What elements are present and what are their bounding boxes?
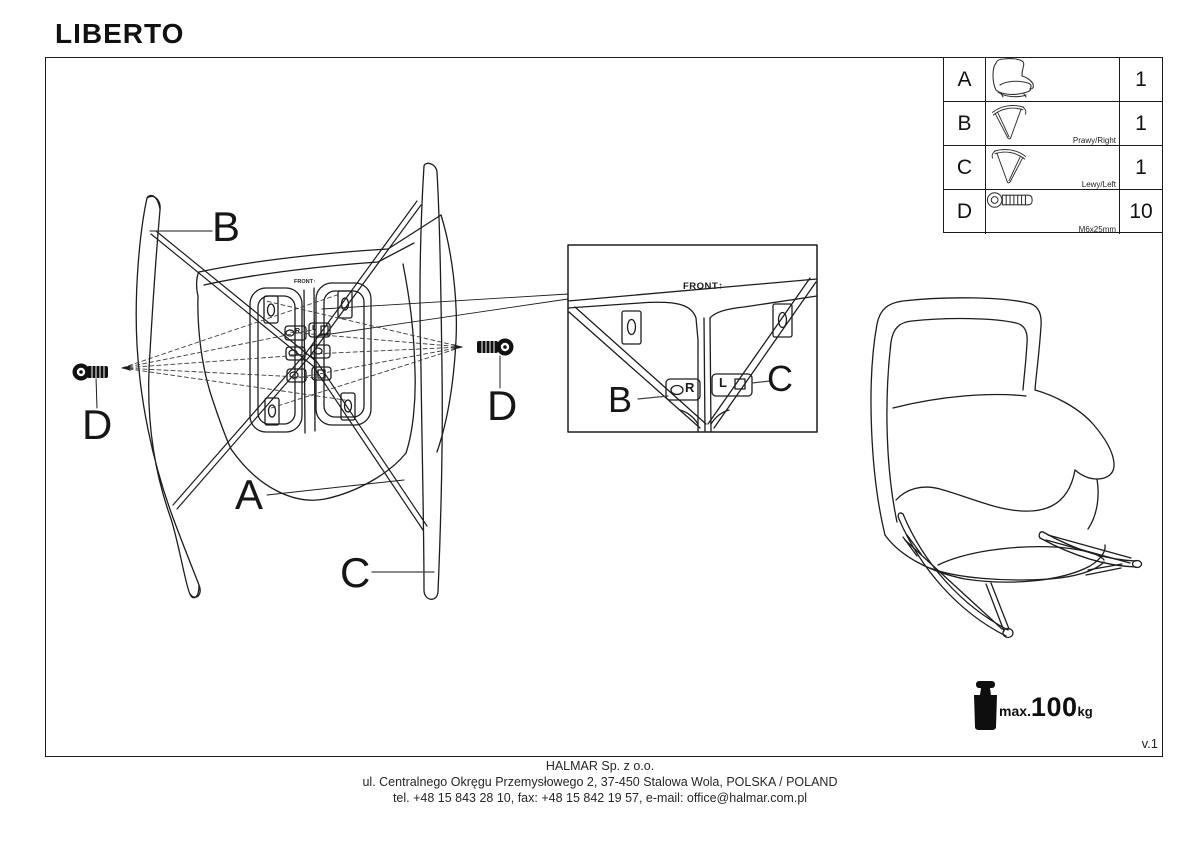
part-row-c (944, 146, 1162, 190)
rocker-right-icon (986, 102, 1032, 142)
screw-icon (986, 190, 1036, 210)
inset-label-b: B (608, 379, 633, 420)
part-letter: A (944, 58, 986, 101)
inset-plate-r: R (685, 380, 695, 395)
part-row-b (944, 102, 1162, 146)
footer-company: HALMAR Sp. z o.o. (545, 759, 655, 773)
version-label: v.1 (1141, 736, 1158, 751)
part-qty: 10 (1129, 200, 1153, 223)
plate-l-marking: L (312, 325, 317, 332)
part-qty: 1 (1135, 111, 1147, 135)
part-icon-cell (986, 58, 1120, 101)
weight-value: 100 (1030, 692, 1078, 722)
part-row-d (944, 190, 1162, 234)
inset-front-marking: FRONT↑ (683, 281, 724, 292)
callout-label-b: B (212, 203, 241, 250)
part-caption: Prawy/Right (1072, 136, 1116, 145)
page-title: LIBERTO (55, 18, 185, 49)
part-row-a (944, 58, 1162, 102)
weight-prefix: max. (999, 703, 1031, 719)
part-letter: B (944, 102, 986, 145)
weight-limit-label (999, 692, 1093, 723)
callout-label-d-right: D (487, 382, 518, 429)
plate-r-marking: R (295, 328, 301, 335)
inset-label-c: C (767, 358, 793, 399)
front-marking: FRONT↑ (294, 279, 316, 285)
callout-label-d-left: D (82, 401, 113, 448)
part-icon-cell (986, 146, 1120, 189)
footer (0, 758, 1200, 806)
part-letter: C (944, 146, 986, 189)
up-arrow-icon: ↑ (718, 281, 724, 292)
part-letter: D (944, 190, 986, 234)
part-icon-cell (986, 102, 1120, 145)
parts-table (943, 57, 1163, 233)
rocker-left-icon (986, 146, 1032, 186)
armchair-icon (986, 58, 1048, 98)
part-caption: Lewy/Left (1081, 180, 1116, 189)
part-icon-cell (986, 190, 1120, 234)
callout-label-a: A (235, 471, 264, 518)
footer-address: ul. Centralnego Okręgu Przemysłowego 2, 37-450 Stalowa Wola, POLSKA / POLAND (362, 775, 838, 789)
weight-unit: kg (1077, 704, 1093, 719)
footer-contact: tel. +48 15 843 28 10, fax: +48 15 842 19 57, e-mail: office@halmar.com.pl (392, 791, 808, 805)
part-qty: 1 (1135, 155, 1147, 179)
inset-plate-l: L (719, 375, 727, 390)
part-caption: M6x25mm (1078, 225, 1116, 234)
callout-label-c: C (340, 549, 371, 596)
up-arrow-icon: ↑ (312, 279, 316, 285)
part-qty: 1 (1135, 67, 1147, 91)
